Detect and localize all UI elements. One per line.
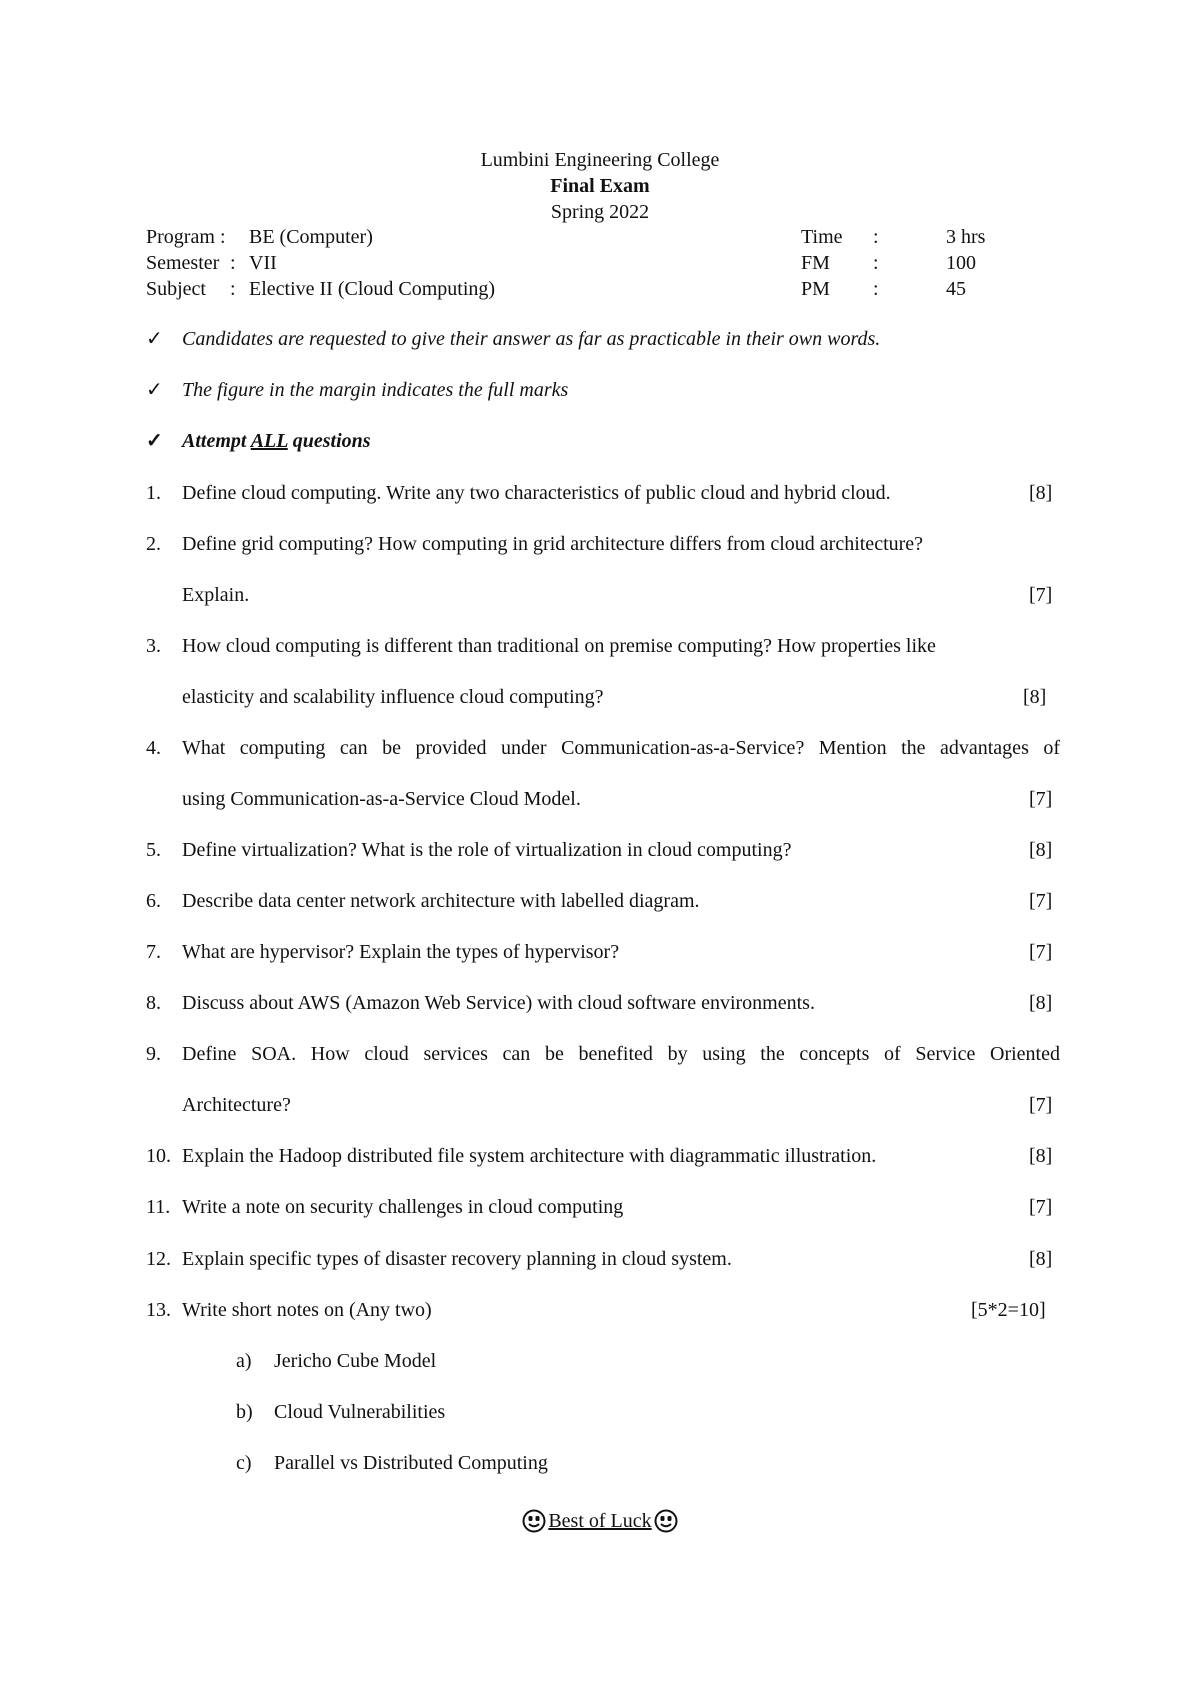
smiley-face-icon [654,1509,678,1533]
question-text: Define grid computing? How computing in grid architecture differs from cloud architecture? [182,533,924,555]
question-number: 8. [146,992,161,1014]
checkmark-icon: ✓ [146,328,163,350]
sub-item-label: c) [236,1452,252,1474]
semester-value: VII [249,252,277,274]
question-text: Discuss about AWS (Amazon Web Service) with cloud software environments. [182,992,815,1014]
fm-label: FM [801,252,830,274]
checkmark-icon: ✓ [146,430,163,452]
question-text: Explain the Hadoop distributed file system architecture with diagrammatic illustration. [182,1145,877,1167]
question-text: Define cloud computing. Write any two characteristics of public cloud and hybrid cloud. [182,482,891,504]
question-marks: [7] [1029,584,1053,606]
instruction-1: ✓ Candidates are requested to give their answer as far as practicable in their own words. [146,328,881,350]
question-text-continued: Explain. [182,584,250,606]
question-number: 7. [146,941,161,963]
fm-value: 100 [946,252,976,274]
question-marks: [8] [1029,482,1053,504]
program-label: Program : [146,226,226,248]
question-marks: [7] [1029,941,1053,963]
question-text: How cloud computing is different than traditional on premise computing? How properties like [182,635,936,657]
time-label: Time [801,226,843,248]
best-of-luck-text: Best of Luck [548,1510,652,1533]
sub-item-label: b) [236,1401,253,1423]
semester-label: Semester : [146,252,236,274]
exam-title: Final Exam [550,175,650,197]
question-marks: [7] [1029,1196,1053,1218]
question-marks: [7] [1029,788,1053,810]
time-value: 3 hrs [946,226,986,248]
exam-session: Spring 2022 [550,201,650,223]
question-number: 13. [146,1299,171,1321]
question-number: 11. [146,1196,171,1218]
question-text: Write a note on security challenges in cloud computing [182,1196,624,1218]
sub-item-text: Jericho Cube Model [274,1350,437,1372]
question-number: 6. [146,890,161,912]
subject-value: Elective II (Cloud Computing) [249,278,496,300]
subject-label: Subject : [146,278,236,300]
smiley-face-icon [522,1509,546,1533]
question-marks: [8] [1029,1145,1053,1167]
checkmark-icon: ✓ [146,379,163,401]
question-text: What computing can be provided under Communication-as-a-Service? Mention the advantages of [182,737,1060,759]
question-marks: [8] [1029,839,1053,861]
question-number: 9. [146,1043,161,1065]
question-marks: [8] [1029,1248,1053,1270]
question-marks: [8] [1023,686,1047,708]
question-number: 4. [146,737,161,759]
pm-label: PM [801,278,830,300]
question-text: Explain specific types of disaster recovery planning in cloud system. [182,1248,732,1270]
pm-sep: : [873,278,879,300]
program-value: BE (Computer) [249,226,373,248]
question-text-continued: using Communication-as-a-Service Cloud Model. [182,788,581,810]
instruction-2: ✓ The figure in the margin indicates the full marks [146,379,569,401]
question-marks: [5*2=10] [971,1299,1046,1321]
sub-item-label: a) [236,1350,252,1372]
question-number: 5. [146,839,161,861]
footer-message [0,1505,1200,1536]
question-text-continued: elasticity and scalability influence cloud computing? [182,686,604,708]
question-text: Write short notes on (Any two) [182,1299,432,1321]
question-text-continued: Architecture? [182,1094,291,1116]
question-number: 12. [146,1248,171,1270]
question-text: Define virtualization? What is the role of virtualization in cloud computing? [182,839,792,861]
question-marks: [7] [1029,890,1053,912]
question-marks: [7] [1029,1094,1053,1116]
question-text: Describe data center network architecture with labelled diagram. [182,890,700,912]
question-number: 2. [146,533,161,555]
sub-item-text: Parallel vs Distributed Computing [274,1452,548,1474]
question-number: 3. [146,635,161,657]
fm-sep: : [873,252,879,274]
question-text: What are hypervisor? Explain the types of hypervisor? [182,941,620,963]
question-number: 1. [146,482,161,504]
sub-item-text: Cloud Vulnerabilities [274,1401,446,1423]
college-name: Lumbini Engineering College [480,149,720,171]
pm-value: 45 [946,278,966,300]
question-text: Define SOA. How cloud services can be benefited by using the concepts of Service Oriented [182,1043,1060,1065]
instruction-3: ✓ Attempt ALL questions [146,430,371,452]
question-marks: [8] [1029,992,1053,1014]
question-number: 10. [146,1145,171,1167]
time-sep: : [873,226,879,248]
